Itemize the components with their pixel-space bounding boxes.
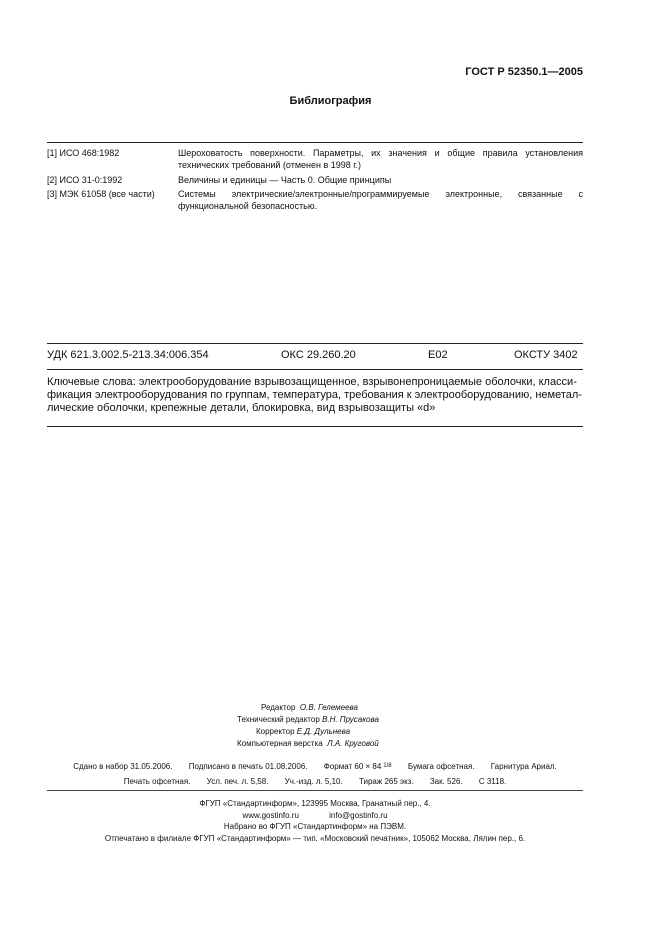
typeface: Гарнитура Ариал. <box>490 762 557 771</box>
keywords-block <box>47 376 583 415</box>
credits-block <box>237 702 457 750</box>
classification-top-rule <box>47 343 583 344</box>
print-info <box>47 760 583 788</box>
code-number: С 3118. <box>478 777 507 786</box>
credit-role: Редактор <box>261 703 296 712</box>
udk-code: УДК 621.3.002.5-213.34:006.354 <box>47 349 209 361</box>
publisher-block <box>47 798 583 844</box>
classification-row <box>47 349 583 363</box>
bibliography-item <box>47 189 583 213</box>
oks-code: ОКС 29.260.20 <box>281 349 356 361</box>
credit-name: Л.А. Круговой <box>327 739 379 748</box>
credit-layout <box>237 738 457 750</box>
format-info <box>324 762 392 771</box>
bibliography-title: Библиография <box>289 95 372 107</box>
bibliography-text: Шероховатость поверхности. Параметры, их значения и общие правила установления технических требований (отменен в 1998 г.) <box>178 148 583 170</box>
printed-info: Отпечатано в филиале ФГУП «Стандартинформ» — тип. «Московский печатник», 105062 Москва, Лялин пер., 6. <box>104 833 526 843</box>
keywords-top-rule <box>47 369 583 370</box>
bibliography-text: Величины и единицы — Часть 0. Общие принципы <box>178 175 392 185</box>
credit-name: Е.Д. Дульнева <box>296 727 351 736</box>
print-date: Сдано в набор 31.05.2006. <box>73 762 173 771</box>
publisher-contacts <box>47 810 583 822</box>
bibliography-ref: [2] ИСО 31-0:1992 <box>47 175 123 185</box>
print-run: Тираж 265 экз. <box>358 777 414 786</box>
format-value: Формат 60 × 84 <box>323 762 382 771</box>
bibliography-text: Системы электрические/электронные/программируемые электронные, связанные с функциональной безопасностью. <box>178 189 583 211</box>
print-type: Печать офсетная. <box>123 777 191 786</box>
document-code: ГОСТ Р 52350.1—2005 <box>465 66 583 78</box>
keywords-line: Ключевые слова: электрооборудование взрывозащищенное, взрывонепроницаемые оболочки, класси- <box>47 376 577 388</box>
print-info-line <box>47 760 583 775</box>
credit-name: В.Н. Прусакова <box>322 715 379 724</box>
typeset-info: Набрано во ФГУП «Стандартинформ» на ПЭВМ. <box>223 822 407 831</box>
keywords-bottom-rule <box>47 426 583 427</box>
print-info-line <box>47 775 583 788</box>
credit-role: Компьютерная верстка <box>237 739 323 748</box>
publisher-address: ФГУП «Стандартинформ», 123995 Москва, Гранатный пер., 4. <box>199 799 431 808</box>
keywords-line: фикация электрооборудования по группам, температура, требования к электрооборудованию, неметал- <box>47 389 582 401</box>
signed-date: Подписано в печать 01.08.2006. <box>188 762 308 771</box>
bibliography-ref: [3] МЭК 61058 (все части) <box>47 189 155 199</box>
credit-tech-editor <box>237 714 457 726</box>
format-fraction: 1/8 <box>383 763 392 769</box>
bibliography-item <box>47 175 583 187</box>
credit-name: О.В. Гелемеева <box>299 703 359 712</box>
keywords-line: лические оболочки, крепежные детали, блокировка, вид взрывозащиты «d» <box>47 402 436 414</box>
publisher-top-rule <box>47 790 583 791</box>
print-sheets: Усл. печ. л. 5,58. <box>206 777 269 786</box>
credit-role: Технический редактор <box>237 715 320 724</box>
credit-corrector <box>237 726 457 738</box>
publisher-email[interactable]: info@gostinfo.ru <box>329 810 388 820</box>
publisher-website[interactable]: www.gostinfo.ru <box>242 810 299 820</box>
credit-editor <box>237 702 457 714</box>
bibliography-top-rule <box>47 142 583 143</box>
paper-type: Бумага офсетная. <box>407 762 475 771</box>
credit-role: Корректор <box>256 727 295 736</box>
bibliography-ref: [1] ИСО 468:1982 <box>47 148 120 158</box>
group-code: Е02 <box>428 349 448 361</box>
order-number: Зак. 526. <box>429 777 463 786</box>
okstu-code: ОКСТУ 3402 <box>514 349 578 361</box>
publisher-sheets: Уч.-изд. л. 5,10. <box>284 777 343 786</box>
bibliography-item <box>47 148 583 172</box>
